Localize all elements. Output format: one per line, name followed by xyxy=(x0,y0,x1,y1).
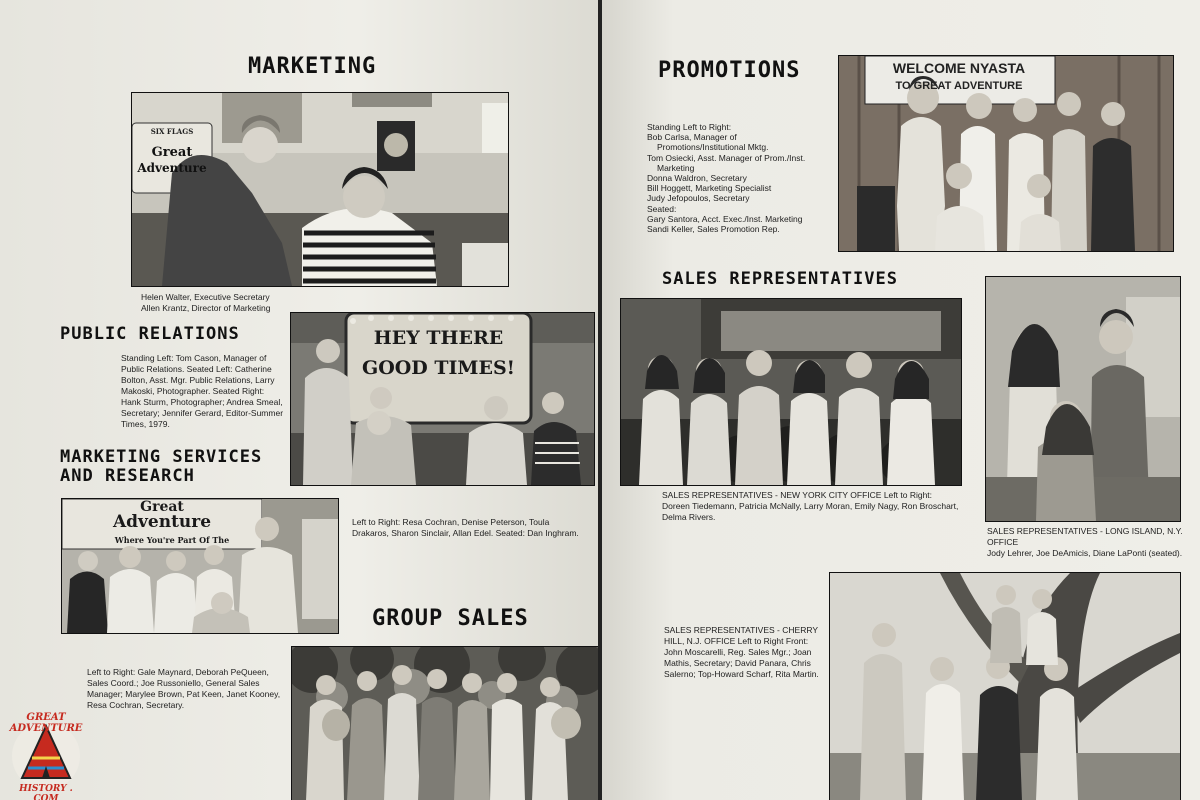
promotions-caption-line: Gary Santora, Acct. Exec./Inst. Marketing xyxy=(647,213,803,224)
great-adventure-history-logo xyxy=(6,712,86,800)
public-relations-photo xyxy=(290,312,595,486)
left-page xyxy=(0,0,598,800)
group-sales-photo xyxy=(291,646,598,800)
great-sign: Great xyxy=(140,499,184,515)
marketing-caption-line: Helen Walter, Executive Secretary xyxy=(141,292,270,302)
cherry-hill-caption: SALES REPRESENTATIVES - CHERRY HILL, N.J. OFFICE Left to Right Front: John Moscarelli, Reg. Sales Mgr.; Joan Mathis, Secretary; David Panara, Chris Salerno; Top-Howard Scharf, Rita Martin. xyxy=(664,625,819,679)
adventure-sign: Adventure xyxy=(112,512,212,532)
cherry-hill-photo xyxy=(829,572,1181,800)
promotions-caption xyxy=(647,122,837,234)
public-relations-heading: PUBLIC RELATIONS xyxy=(60,324,240,344)
promotions-caption-line: Sandi Keller, Sales Promotion Rep. xyxy=(647,224,780,235)
marketing-services-heading-line: MARKETING SERVICES xyxy=(60,447,263,467)
sales-representatives-heading: SALES REPRESENTATIVES xyxy=(662,269,898,289)
welcome-sign: WELCOME NYASTA xyxy=(892,60,1026,76)
six-flags-sign: SIX FLAGS xyxy=(150,127,194,136)
promotions-caption-line: Marketing xyxy=(657,162,695,173)
promotions-caption-line: Bill Hoggett, Marketing Specialist xyxy=(647,183,772,194)
right-page xyxy=(602,0,1200,800)
marketing-services-caption: Left to Right: Resa Cochran, Denise Peterson, Toula Drakaros, Sharon Sinclair, Allan Edel. Seated: Dan Inghram. xyxy=(352,517,579,538)
public-relations-caption: Standing Left: Tom Cason, Manager of Public Relations. Seated Left: Catherine Bolton, Asst. Mgr. Public Relations, Larry Makoski, Photographer. Seated Right: Hank Sturm, Photographer; Andrea Smeal, Secretary; Jennifer Gerard, Editor-Summer Times, 1979. xyxy=(121,353,284,429)
promotions-caption-line: Seated: xyxy=(647,203,677,214)
adventure-sign: Adventure xyxy=(137,161,207,175)
promotions-caption-line: Standing Left to Right: xyxy=(647,122,732,132)
marketing-photo xyxy=(131,92,509,287)
marketing-caption xyxy=(141,292,361,314)
marketing-services-heading-line: AND RESEARCH xyxy=(60,466,195,486)
slogan-sign: Where You're Part Of The xyxy=(114,535,230,545)
nyc-office-photo xyxy=(620,298,962,486)
promotions-caption-line: Tom Osiecki, Asst. Manager of Prom./Inst. xyxy=(647,152,806,163)
marketing-services-photo xyxy=(61,498,339,634)
nyc-office-caption: SALES REPRESENTATIVES - NEW YORK CITY OFFICE Left to Right: Doreen Tiedemann, Patricia McNally, Larry Moran, Emily Nagy, Ron Broschart, Delma Rivers. xyxy=(662,490,959,522)
good-times-sign: GOOD TIMES! xyxy=(361,357,516,379)
welcome-sign-subtitle: TO GREAT ADVENTURE xyxy=(895,80,1023,92)
long-island-caption xyxy=(987,526,1187,559)
promotions-caption-line: Donna Waldron, Secretary xyxy=(647,173,747,184)
promotions-photo xyxy=(838,55,1174,252)
group-sales-heading: GROUP SALES xyxy=(372,606,529,631)
promotions-caption-line: Bob Carlsa, Manager of xyxy=(647,132,737,143)
promotions-caption-line: Promotions/Institutional Mktg. xyxy=(657,142,769,153)
hey-there-sign: HEY THERE xyxy=(373,327,504,349)
promotions-caption-line: Judy Jefopoulos, Secretary xyxy=(647,193,750,204)
great-sign: Great xyxy=(151,145,193,160)
long-island-caption-names: Jody Lehrer, Joe DeAmicis, Diane LaPonti (seated). xyxy=(987,548,1183,558)
logo-title: GREAT ADVENTURE xyxy=(9,712,83,734)
marketing-heading: MARKETING xyxy=(248,54,377,79)
promotions-heading: PROMOTIONS xyxy=(658,58,801,83)
group-sales-caption: Left to Right: Gale Maynard, Deborah PeQueen, Sales Coord.; Joe Russoniello, General Sales Manager; Marylee Brown, Pat Keen, Janet Kooney, Resa Cochran, Secretary. xyxy=(87,667,281,710)
long-island-photo xyxy=(985,276,1181,522)
logo-subtitle: HISTORY . COM xyxy=(19,784,73,800)
marketing-caption-line: Allen Krantz, Director of Marketing xyxy=(141,303,271,313)
long-island-caption-title: SALES REPRESENTATIVES - LONG ISLAND, N.Y. OFFICE xyxy=(987,526,1183,547)
marketing-services-heading xyxy=(60,448,300,486)
